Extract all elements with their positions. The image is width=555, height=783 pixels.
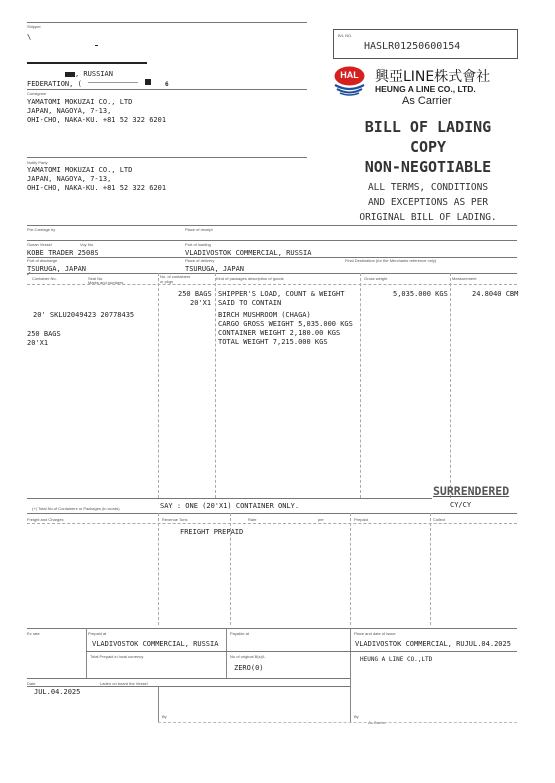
freight-prepaid: FREIGHT PREPAID	[180, 528, 244, 536]
title-bill-of-lading: BILL OF LADING	[364, 118, 492, 136]
or-pkgs-header: or pkgs	[160, 279, 174, 284]
marks-type: 20'X1	[27, 339, 49, 347]
vessel-name: KOBE TRADER 2508S	[27, 249, 99, 257]
prepaid-at: VLADIVOSTOK COMMERCIAL, RUSSIA	[92, 640, 219, 648]
redaction-mark	[95, 45, 98, 46]
total-prepaid-label: Total Prepaid in local currency	[90, 654, 144, 659]
redaction-block	[65, 72, 75, 77]
prepaid-at-label: Prepaid at	[88, 631, 107, 636]
consignee-line1: YAMATOMI MOKUZAI CO., LTD	[27, 98, 133, 106]
terms-line3: ORIGINAL BILL OF LADING.	[359, 212, 497, 223]
terms-line2: AND EXCEPTIONS AS PER	[367, 197, 489, 208]
port-discharge: TSURUGA, JAPAN	[27, 265, 87, 273]
terms-text	[310, 180, 546, 225]
laden-label: Laden on board the Vessel	[100, 681, 148, 686]
marks-header: Marks and numbers	[88, 280, 124, 285]
notify-label: Notify Party	[27, 160, 48, 165]
notify-line2: JAPAN, NAGOYA, 7-13,	[27, 175, 112, 183]
consignee-line2: JAPAN, NAGOYA, 7-13,	[27, 107, 112, 115]
doc-title	[310, 117, 546, 177]
port-loading-label: Port of loading	[185, 242, 211, 247]
per-label: per	[318, 517, 324, 522]
seal-no-header: Seal No.	[88, 276, 104, 281]
bl-number: HASLR01250600154	[364, 41, 461, 52]
redaction-line	[88, 82, 138, 83]
shipper-label: Shipper	[27, 24, 41, 29]
collect-label: Collect	[433, 517, 446, 522]
place-issue-label: Place and date of issue	[354, 631, 396, 636]
issuer-name: HEUNG A LINE CO.,LTD	[360, 656, 433, 663]
no-original-value: ZERO(0)	[234, 664, 264, 672]
voy-label: Voy No.	[80, 242, 95, 247]
cargo-desc3: BIRCH MUSHROOM (CHAGA)	[218, 311, 311, 319]
cargo-desc1: SHIPPER'S LOAD, COUNT & WEIGHT	[218, 290, 345, 298]
by-label-1: By	[162, 714, 167, 719]
surrendered-stamp: SURRENDERED	[433, 484, 510, 498]
marks-pkgs: 250 BAGS	[27, 330, 61, 338]
rate-label: Rate	[248, 517, 257, 522]
consignee-label: Consignee	[27, 91, 47, 96]
cargo-pkgs: 250 BAGS	[178, 290, 212, 298]
place-delivery-label: Place of delivery	[185, 258, 215, 263]
shipper-line1: \	[27, 33, 32, 41]
shipper-russian: , RUSSIAN	[75, 70, 113, 78]
container-no-header: Container No.	[32, 276, 57, 281]
title-non-negotiable: NON-NEGOTIABLE	[364, 158, 492, 176]
shipper-federation: FEDERATION, (	[27, 80, 82, 88]
port-loading: VLADIVOSTOK COMMERCIAL, RUSSIA	[185, 249, 312, 257]
bl-number-box	[333, 29, 518, 59]
gross-weight: 5,035.000 KGS	[393, 290, 448, 298]
title-copy: COPY	[409, 138, 447, 156]
laden-date: JUL.04.2025	[34, 688, 81, 696]
cargo-desc4: CARGO GROSS WEIGHT 5,035.000 KGS	[218, 320, 353, 328]
final-dest-label: Final Destination (for the Merchants reference only)	[345, 258, 437, 263]
revenue-tons-label: Revenue Tons	[162, 517, 188, 522]
notify-line3: OHI-CHO, NAKA-KU. +81 52 322 6201	[27, 184, 167, 192]
notify-line1: YAMATOMI MOKUZAI CO., LTD	[27, 166, 133, 174]
total-value: SAY : ONE (20'X1) CONTAINER ONLY.	[160, 502, 300, 510]
measurement: 24.8040 CBM	[472, 290, 519, 298]
place-delivery: TSURUGA, JAPAN	[185, 265, 245, 273]
gross-weight-header: Gross weight	[364, 276, 388, 281]
redaction-bar	[27, 62, 147, 64]
cargo-desc2: SAID TO CONTAIN	[218, 299, 282, 307]
kind-header: Kind of packages description of goods	[216, 276, 284, 281]
prepaid-label: Prepaid	[354, 517, 368, 522]
total-label: (+) Total No.of Containers or Packages (in words)	[32, 506, 120, 511]
cargo-desc6: TOTAL WEIGHT 7,215.000 KGS	[218, 338, 328, 346]
no-containers-header: No. of containers	[160, 274, 191, 279]
terms-line1: ALL TERMS, CONDITIONS	[367, 182, 489, 193]
cargo-desc5: CONTAINER WEIGHT 2,180.00 KGS	[218, 329, 341, 337]
freight-charges-label: Freight and Charges	[27, 517, 64, 522]
container-number: 20' SKLU2049423 20778435	[33, 311, 135, 319]
cargo-container-type: 20'X1	[190, 299, 212, 307]
date-label: Date	[27, 681, 36, 686]
ex-rate-label: Ex rate	[27, 631, 40, 636]
by-label-2: By	[354, 714, 359, 719]
port-discharge-label: Port of discharge	[27, 258, 58, 263]
hal-badge: HAL	[340, 70, 359, 80]
cy-cy: CY/CY	[450, 501, 472, 509]
payable-at-label: Payable at	[230, 631, 249, 636]
no-original-label: No of original B(s)/L	[230, 654, 266, 659]
bl-number-label: B/L NO.	[338, 33, 353, 38]
ocean-vessel-label: Ocean Vessel	[27, 242, 52, 247]
company-name-en: HEUNG A LINE CO., LTD.	[375, 84, 476, 94]
place-receipt-label: Place of receipt	[185, 227, 213, 232]
hal-logo	[333, 65, 366, 97]
pre-carriage-label: Pre-Carriage by	[27, 227, 56, 232]
place-issue: VLADIVOSTOK COMMERCIAL, RUJUL.04.2025	[355, 640, 511, 648]
measurement-header: Measurement	[452, 276, 477, 281]
as-carrier-small: As Carrier	[368, 720, 387, 725]
as-carrier: As Carrier	[402, 95, 452, 107]
consignee-line3: OHI-CHO, NAKA-KU. +81 52 322 6201	[27, 116, 167, 124]
shipper-end: 6	[165, 81, 169, 88]
redaction-block	[145, 79, 151, 85]
company-name-cjk: 興亞LINE株式會社	[375, 69, 491, 85]
